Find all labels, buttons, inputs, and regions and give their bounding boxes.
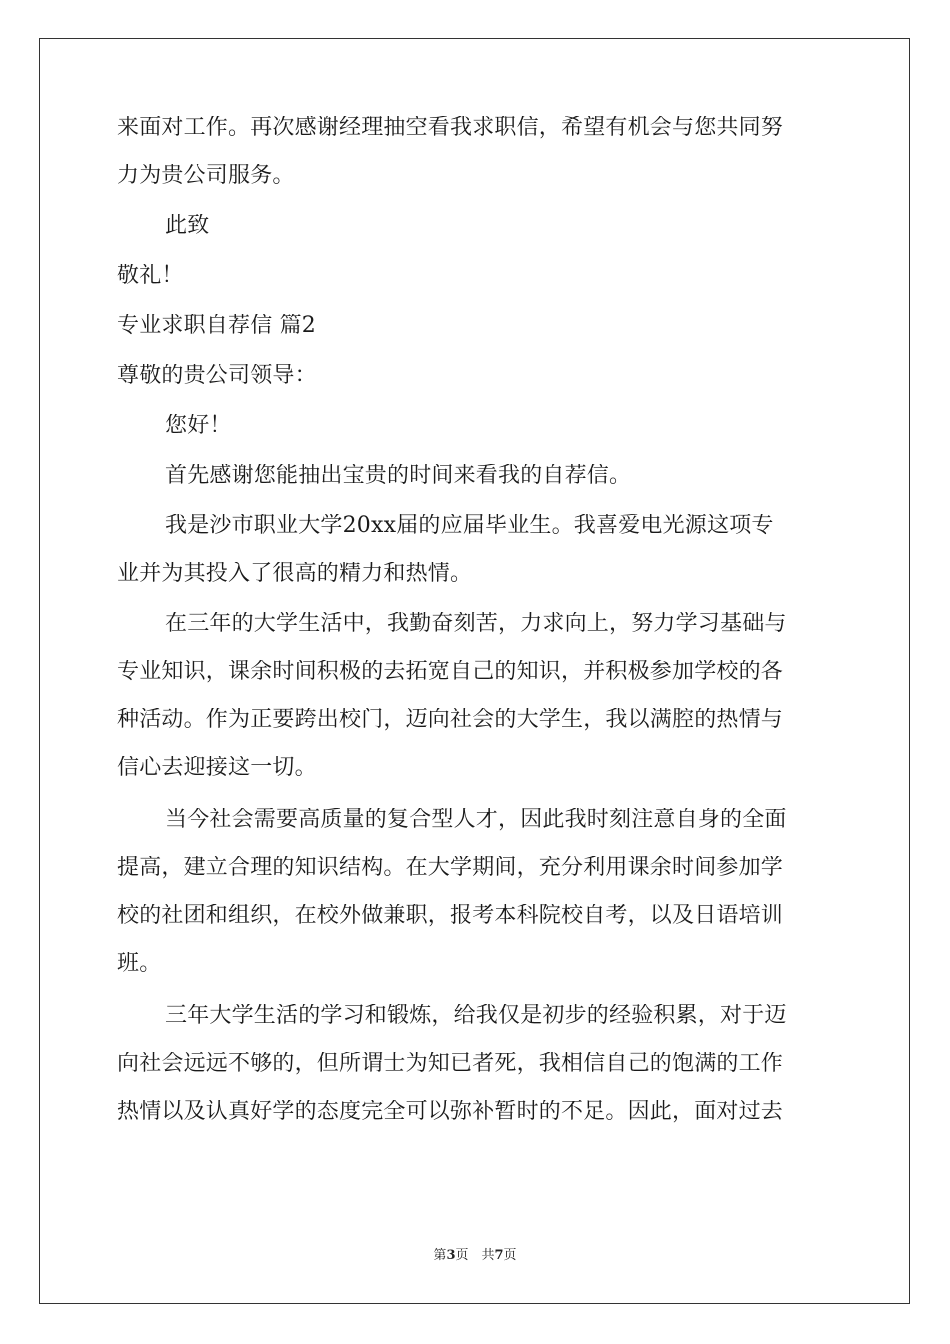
text-line: 提高，建立合理的知识结构。在大学期间，充分利用课余时间参加学: [117, 856, 784, 880]
text-line: 来面对工作。再次感谢经理抽空看我求职信，希望有机会与您共同努: [117, 116, 784, 140]
text-line: 三年大学生活的学习和锻炼，给我仅是初步的经验积累，对于迈: [165, 1004, 787, 1028]
footer-mid: 页 共: [455, 1248, 495, 1263]
text-line: 首先感谢您能抽出宝贵的时间来看我的自荐信。: [165, 464, 632, 488]
text-line: 校的社团和组织，在校外做兼职，报考本科院校自考，以及日语培训: [117, 904, 784, 928]
text-line: 力为贵公司服务。: [117, 164, 295, 188]
footer-prefix: 第: [433, 1248, 447, 1263]
text-line: 尊敬的贵公司领导：: [117, 364, 317, 388]
footer-suffix: 页: [503, 1248, 517, 1263]
text-line: 信心去迎接这一切。: [117, 756, 317, 780]
footer-total-pages: 7: [494, 1248, 504, 1263]
text-line: 您好！: [165, 414, 232, 438]
text-line: 此致: [165, 214, 210, 238]
text-line: 我是沙市职业大学20xx届的应届毕业生。我喜爱电光源这项专: [165, 514, 774, 538]
text-line: 种活动。作为正要跨出校门，迈向社会的大学生，我以满腔的热情与: [117, 708, 784, 732]
text-line: 班。: [117, 952, 162, 976]
text-line: 专业知识，课余时间积极的去拓宽自己的知识，并积极参加学校的各: [117, 660, 784, 684]
text-line: 在三年的大学生活中，我勤奋刻苦，力求向上，努力学习基础与: [165, 612, 787, 636]
footer-current-page: 3: [446, 1248, 456, 1263]
text-line: 敬礼！: [117, 264, 184, 288]
page-footer: [0, 1247, 950, 1265]
text-line: 当今社会需要高质量的复合型人才，因此我时刻注意自身的全面: [165, 808, 787, 832]
text-line: 向社会远远不够的，但所谓士为知已者死，我相信自己的饱满的工作: [117, 1052, 784, 1076]
text-line: 业并为其投入了很高的精力和热情。: [117, 562, 473, 586]
text-line: 专业求职自荐信 篇2: [117, 314, 316, 338]
text-line: 热情以及认真好学的态度完全可以弥补暂时的不足。因此，面对过去: [117, 1100, 784, 1124]
